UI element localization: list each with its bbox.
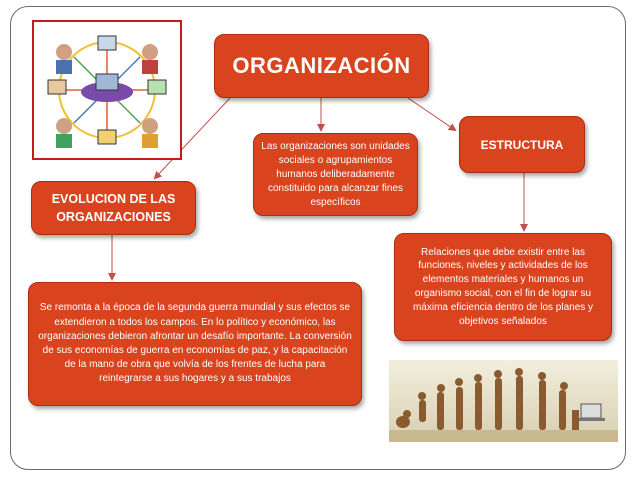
structure-label: ESTRUCTURA — [480, 137, 564, 152]
evolution-box — [31, 181, 196, 235]
definition-box — [253, 133, 418, 216]
evolution-label: EVOLUCION DE LAS ORGANIZACIONES — [51, 191, 176, 224]
title-box — [214, 34, 429, 98]
arrow-title-to-structure — [408, 98, 455, 130]
structure-description: Relaciones que debe existir entre las funciones, niveles y actividades de los elementos materiales y humanos un organismo social, con el fin de lograr su máxima eficiencia dentro de los planes y objetivos señalados — [412, 246, 594, 327]
evolution-description: Se remonta a la época de la segunda guerra mundial y sus efectos se extendieron a todos los campos. En lo político y económico, las organizaciones debieron afrontar un desafío importante. La conversión de sus economías de guerra en economías de paz, y la capacitación de la mano de obra que volvía de los frentes de lucha para reintegrarse a sus hogares y a sus trabajos — [38, 302, 352, 385]
evolution-description-box — [28, 282, 362, 406]
structure-description-box — [394, 233, 612, 341]
structure-box — [459, 116, 585, 173]
organization-network-image — [32, 20, 182, 160]
network-illustration — [34, 22, 180, 158]
title-text: ORGANIZACIÓN — [232, 53, 411, 78]
evolution-illustration — [389, 360, 618, 442]
human-evolution-image — [389, 360, 618, 442]
definition-text: Las organizaciones son unidades sociales o agrupamientos humanos deliberadamente constituido para alcanzar fines específicos — [261, 140, 410, 208]
